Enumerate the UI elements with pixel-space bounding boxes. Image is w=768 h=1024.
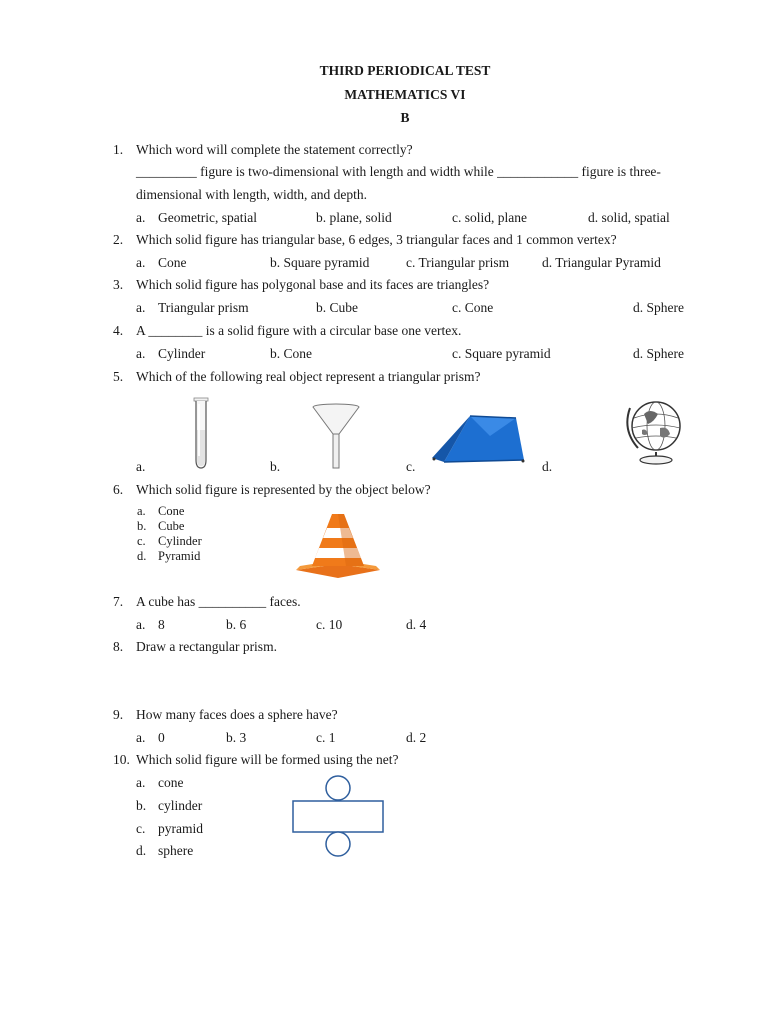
- option-text: sphere: [158, 843, 194, 858]
- option-c: c. Triangular prism: [406, 255, 510, 270]
- question-number: 4.: [113, 323, 124, 338]
- option-c: c. 10: [316, 617, 343, 632]
- question-text: Which solid figure has triangular base, 6 edges, 3 triangular faces and 1 common vertex?: [136, 232, 617, 247]
- option-letter: c.: [137, 534, 146, 548]
- option-text: pyramid: [158, 821, 203, 836]
- question-number: 1.: [113, 142, 124, 157]
- option-a: 8: [158, 617, 165, 632]
- option-letter: a.: [136, 730, 146, 745]
- option-a: Triangular prism: [158, 300, 249, 315]
- test-set: B: [400, 110, 410, 125]
- option-a: a.: [136, 459, 146, 474]
- option-b: b. 3: [226, 730, 247, 745]
- question-text: How many faces does a sphere have?: [136, 707, 338, 722]
- tent-icon: [430, 412, 526, 466]
- question-text-line: _________ figure is two-dimensional with length and width while ____________ figure is three-: [136, 164, 661, 179]
- question-number: 10.: [113, 752, 130, 767]
- question-number: 2.: [113, 232, 124, 247]
- option-text: cone: [158, 775, 184, 790]
- option-b: b. 6: [226, 617, 247, 632]
- option-d: d. Sphere: [633, 300, 684, 315]
- option-letter: a.: [136, 346, 146, 361]
- globe-icon: [620, 394, 696, 466]
- question-text: A ________ is a solid figure with a circular base one vertex.: [136, 323, 462, 338]
- option-letter: c.: [136, 821, 146, 836]
- option-letter: b.: [136, 798, 147, 813]
- question-number: 5.: [113, 369, 124, 384]
- subject-title: MATHEMATICS VI: [344, 87, 466, 102]
- option-c: c. Square pyramid: [452, 346, 551, 361]
- test-tube-icon: [188, 396, 218, 474]
- option-c: c. 1: [316, 730, 336, 745]
- option-letter: a.: [136, 775, 146, 790]
- option-c: c.: [406, 459, 416, 474]
- option-letter: a.: [137, 504, 146, 518]
- question-number: 8.: [113, 639, 124, 654]
- question-number: 6.: [113, 482, 124, 497]
- option-letter: d.: [137, 549, 147, 563]
- option-text: Cylinder: [158, 534, 202, 548]
- option-letter: a.: [136, 255, 146, 270]
- option-b: b. plane, solid: [316, 210, 392, 225]
- option-letter: a.: [136, 617, 146, 632]
- option-b: b.: [270, 459, 281, 474]
- option-c: c. solid, plane: [452, 210, 527, 225]
- question-number: 3.: [113, 277, 124, 292]
- option-b: b. Cube: [316, 300, 358, 315]
- question-text: A cube has __________ faces.: [136, 594, 301, 609]
- option-text: Pyramid: [158, 549, 201, 563]
- option-letter: a.: [136, 300, 146, 315]
- question-text: Which solid figure will be formed using the net?: [136, 752, 399, 767]
- question-text: Which word will complete the statement correctly?: [136, 142, 413, 157]
- option-b: b. Cone: [270, 346, 312, 361]
- question-number: 7.: [113, 594, 124, 609]
- option-d: d. solid, spatial: [588, 210, 670, 225]
- option-letter: b.: [137, 519, 147, 533]
- option-d: d. 2: [406, 730, 427, 745]
- traffic-cone-icon: [292, 512, 384, 580]
- option-text: Cone: [158, 504, 185, 518]
- test-title: THIRD PERIODICAL TEST: [319, 63, 491, 78]
- option-letter: d.: [136, 843, 147, 858]
- option-a: Geometric, spatial: [158, 210, 257, 225]
- option-d: d.: [542, 459, 553, 474]
- option-text: cylinder: [158, 798, 203, 813]
- question-text-line: dimensional with length, width, and depth.: [136, 187, 367, 202]
- option-a: Cylinder: [158, 346, 206, 361]
- option-a: 0: [158, 730, 165, 745]
- option-c: c. Cone: [452, 300, 494, 315]
- option-letter: a.: [136, 210, 146, 225]
- question-text: Which solid figure is represented by the object below?: [136, 482, 431, 497]
- option-b: b. Square pyramid: [270, 255, 370, 270]
- option-d: d. 4: [406, 617, 427, 632]
- option-a: Cone: [158, 255, 187, 270]
- question-text: Draw a rectangular prism.: [136, 639, 277, 654]
- funnel-icon: [308, 402, 364, 470]
- question-text: Which of the following real object represent a triangular prism?: [136, 369, 481, 384]
- question-text: Which solid figure has polygonal base and its faces are triangles?: [136, 277, 490, 292]
- question-number: 9.: [113, 707, 124, 722]
- option-d: d. Sphere: [633, 346, 684, 361]
- cylinder-net-icon: [290, 773, 386, 859]
- option-text: Cube: [158, 519, 185, 533]
- option-d: d. Triangular Pyramid: [542, 255, 661, 270]
